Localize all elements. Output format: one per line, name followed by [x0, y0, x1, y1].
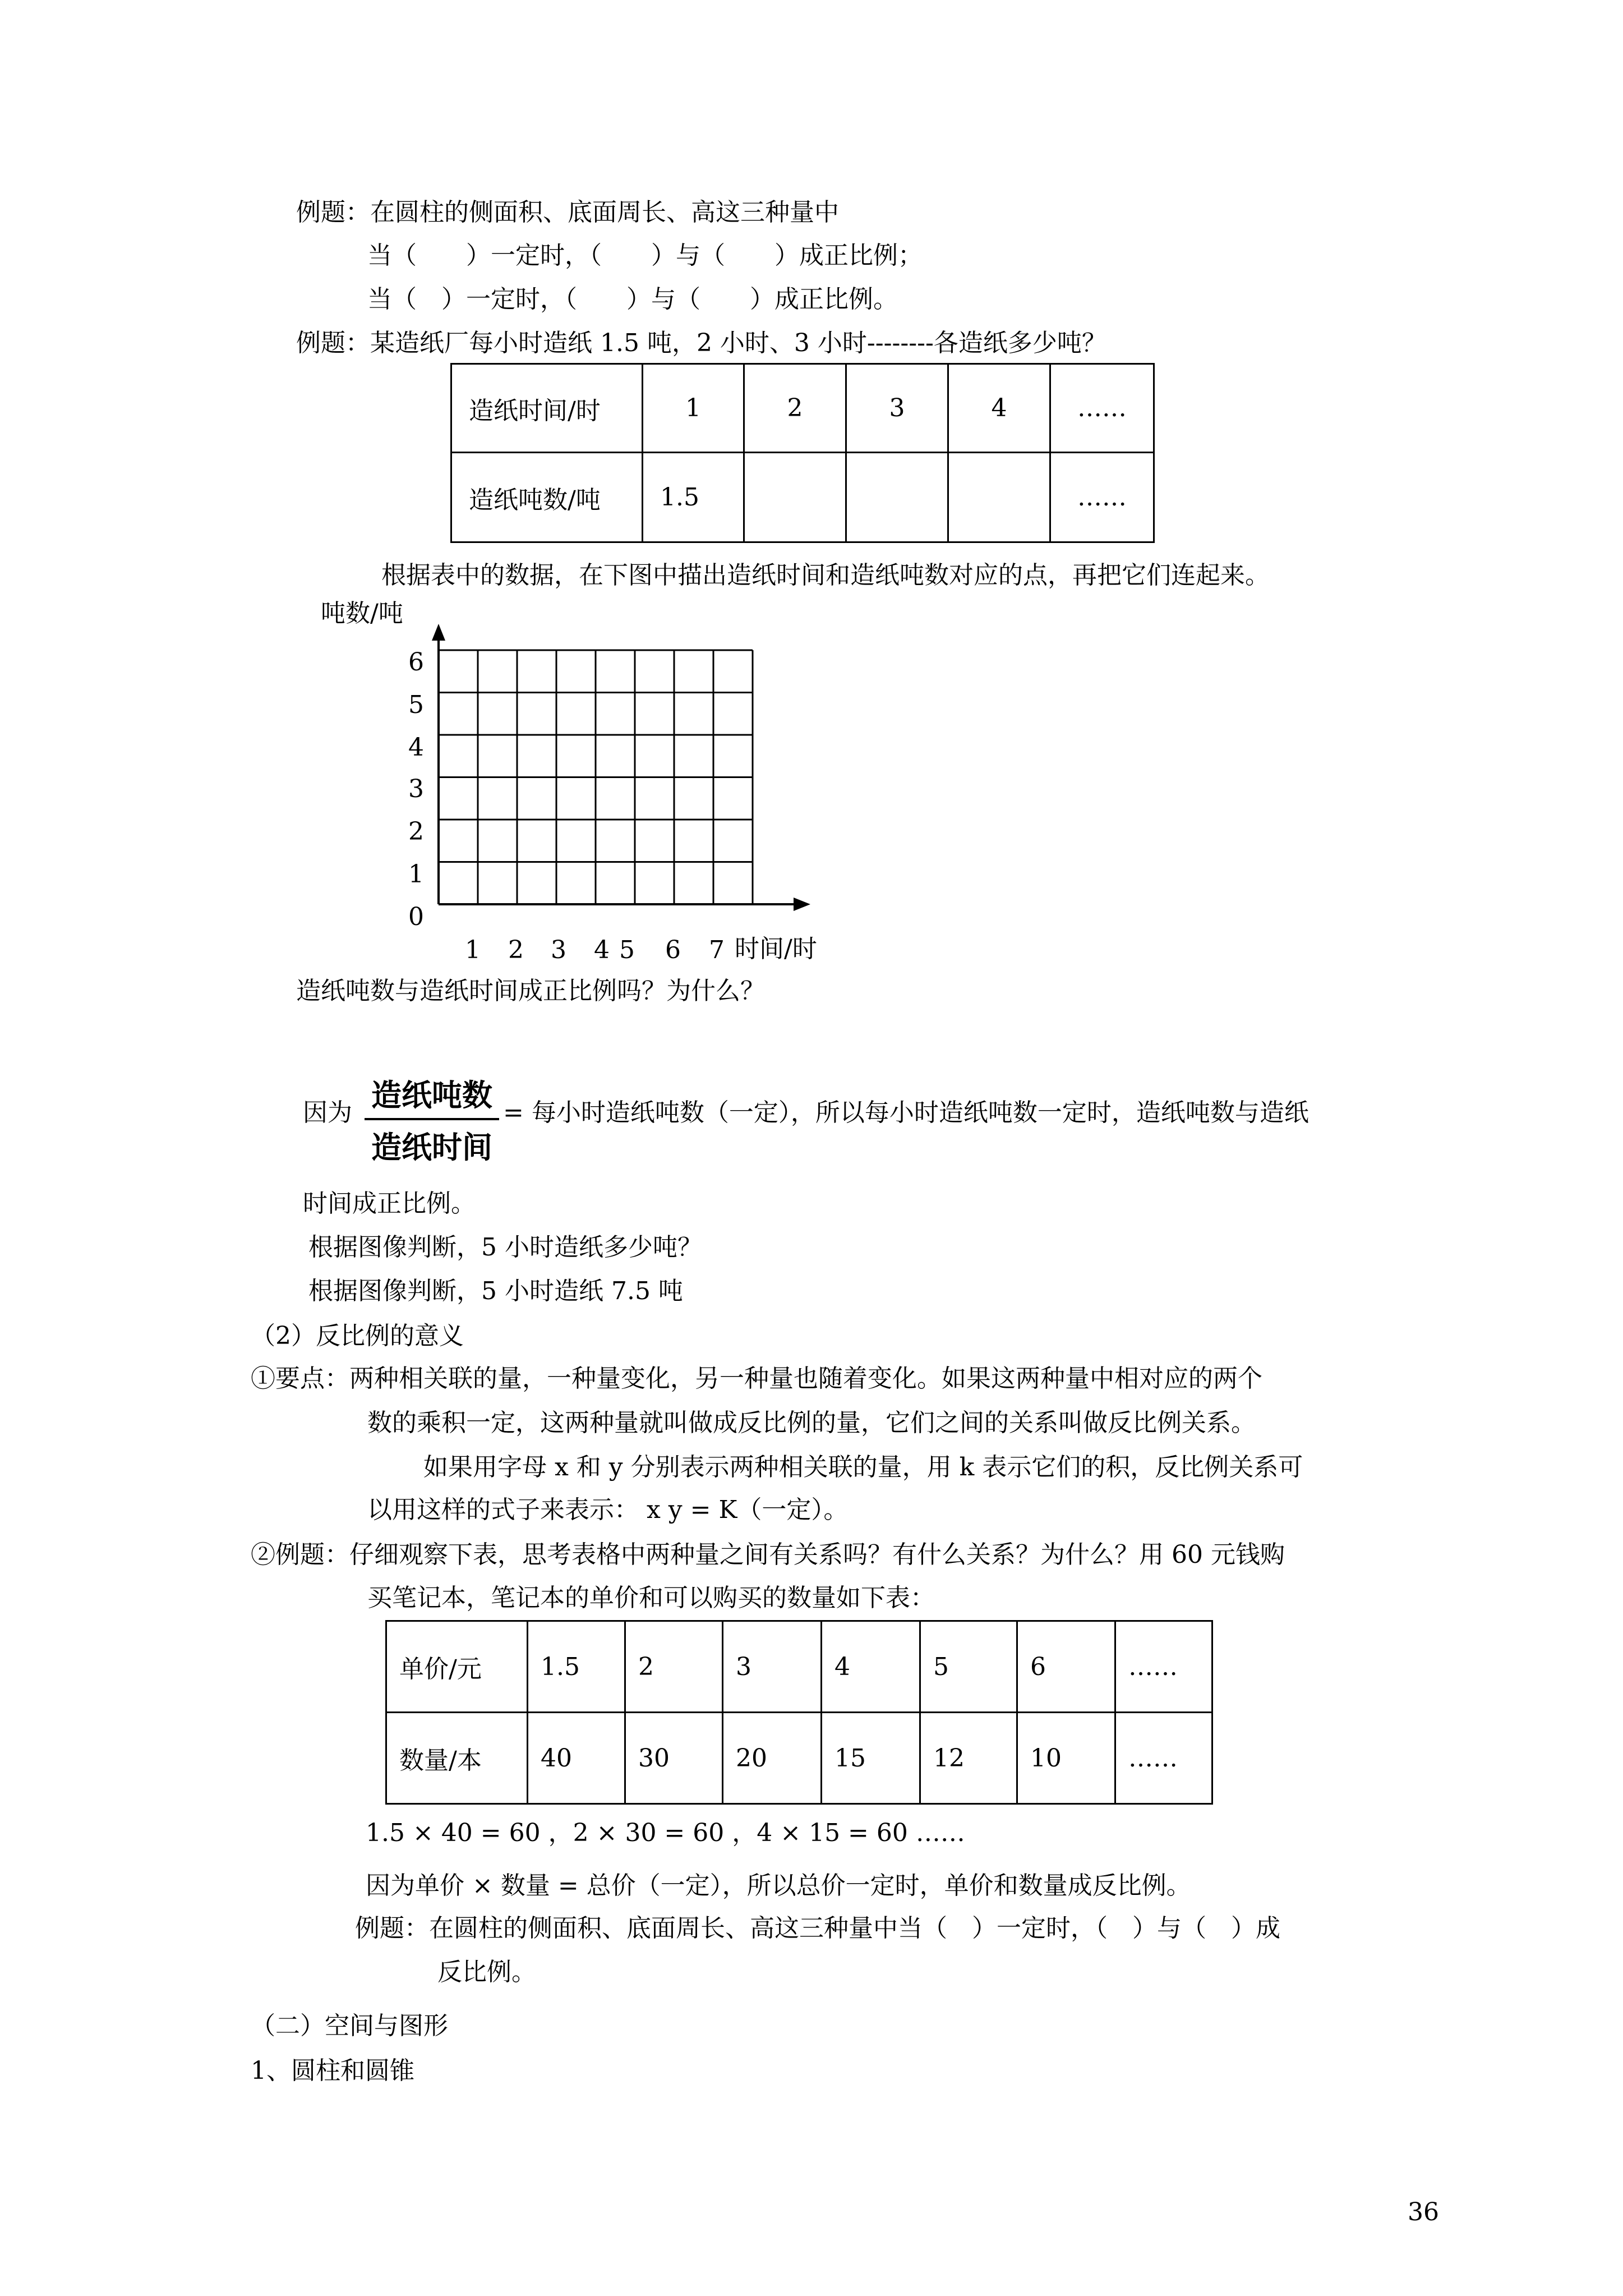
table-cell: …… [1115, 1621, 1212, 1713]
table-row [451, 453, 1154, 542]
instruction-line: 根据表中的数据，在下图中描出造纸时间和造纸吨数对应的点，再把它们连起来。 [381, 561, 1270, 590]
table-row [386, 1621, 1212, 1713]
table-cell: 15 [822, 1713, 920, 1804]
x-tick-label: 3 [551, 936, 566, 964]
x-axis-arrow [794, 898, 810, 911]
example-line-2: 当（ ）一定时，（ ）与（ ）成正比例； [367, 241, 923, 270]
table-cell: 40 [528, 1713, 625, 1804]
y-tick-label: 5 [408, 691, 424, 719]
page-number: 36 [1408, 2198, 1439, 2226]
paper-production-table [450, 363, 1155, 543]
row-header-tons: 造纸吨数/吨 [451, 453, 643, 542]
table-cell [948, 453, 1050, 542]
question-line-1: 造纸吨数与造纸时间成正比例吗？为什么？ [296, 977, 765, 1005]
calculation-line: 1.5 × 40 = 60 ，2 × 30 = 60 ，4 × 15 = 60 …… [366, 1819, 965, 1847]
table-cell: 4 [822, 1621, 920, 1713]
example-3-line-b: 反比例。 [437, 1958, 536, 1986]
point-1-line-b: 数的乘积一定，这两种量就叫做成反比例的量，它们之间的关系叫做反比例关系。 [367, 1409, 1256, 1437]
y-tick-label: 2 [408, 817, 424, 846]
section-heading-inverse: （2）反比例的意义 [251, 1322, 464, 1350]
fraction-denominator: 造纸时间 [371, 1130, 492, 1165]
section-heading-geometry: （二）空间与图形 [251, 2012, 448, 2040]
fraction-numerator: 造纸吨数 [365, 1071, 499, 1120]
example-3-line-a: 例题：在圆柱的侧面积、底面周长、高这三种量中当（ ）一定时，（ ）与（ ）成 [355, 1914, 1280, 1943]
x-tick-label: 6 [665, 936, 681, 964]
example-2-line-b: 买笔记本，笔记本的单价和可以购买的数量如下表： [367, 1584, 935, 1612]
table-cell: 1.5 [528, 1621, 625, 1713]
table-cell: 4 [948, 364, 1050, 453]
example-line-1: 例题：在圆柱的侧面积、底面周长、高这三种量中 [296, 198, 839, 227]
example-2-line-a: ②例题：仔细观察下表，思考表格中两种量之间有关系吗？有什么关系？为什么？用 60 元钱购 [251, 1540, 1285, 1569]
y-tick-label: 3 [408, 775, 424, 803]
table-cell: 5 [920, 1621, 1017, 1713]
question-line-2: 根据图像判断，5 小时造纸多少吨？ [308, 1233, 702, 1262]
y-tick-label: 6 [408, 648, 424, 677]
table-cell: 30 [625, 1713, 723, 1804]
subsection-cylinder-cone: 1、圆柱和圆锥 [251, 2056, 414, 2085]
answer-line-2: 根据图像判断，5 小时造纸 7.5 吨 [308, 1277, 683, 1305]
table-cell: 20 [723, 1713, 822, 1804]
point-1-line-c: 如果用字母 x 和 y 分别表示两种相关联的量，用 k 表示它们的积，反比例关系可 [423, 1453, 1303, 1481]
table-row [451, 364, 1154, 453]
y-axis-arrow [432, 624, 445, 641]
x-tick-label: 2 [508, 936, 524, 964]
table-cell: …… [1050, 453, 1154, 542]
notebook-price-table [385, 1620, 1213, 1805]
table-cell: …… [1115, 1713, 1212, 1804]
example-line-4: 例题：某造纸厂每小时造纸 1.5 吨，2 小时、3 小时--------各造纸多少吨？ [296, 329, 1106, 357]
x-tick-label: 5 [619, 936, 635, 964]
point-1-line-a: ①要点：两种相关联的量，一种量变化，另一种量也随着变化。如果这两种量中相对应的两个 [251, 1364, 1262, 1393]
y-tick-label: 1 [408, 860, 424, 889]
equation-rest: = 每小时造纸吨数（一定），所以每小时造纸吨数一定时，造纸吨数与造纸 [503, 1098, 1309, 1127]
table-cell: 12 [920, 1713, 1017, 1804]
table-cell: 3 [846, 364, 948, 453]
table-cell: 2 [625, 1621, 723, 1713]
table-cell [846, 453, 948, 542]
table-cell: 2 [744, 364, 846, 453]
table-cell: 3 [723, 1621, 822, 1713]
table-row [386, 1713, 1212, 1804]
reason-line: 因为单价 × 数量 = 总价（一定），所以总价一定时，单价和数量成反比例。 [366, 1871, 1191, 1900]
chart-y-axis-label: 吨数/吨 [321, 599, 403, 628]
row-header-time: 造纸时间/时 [451, 364, 643, 453]
example-line-3: 当（ ）一定时，（ ）与（ ）成正比例。 [367, 285, 898, 314]
table-cell: 1.5 [643, 453, 744, 542]
because-label: 因为 [303, 1098, 352, 1127]
point-1-line-d: 以用这样的式子来表示： x y = K（一定）。 [367, 1496, 849, 1524]
table-cell: 6 [1017, 1621, 1115, 1713]
table-cell: …… [1050, 364, 1154, 453]
chart-x-axis-label: 时间/时 [735, 935, 817, 963]
x-tick-label: 4 [594, 936, 610, 964]
fraction [365, 1071, 499, 1167]
row-header-price: 单价/元 [386, 1621, 528, 1713]
y-tick-label: 0 [408, 903, 424, 931]
table-cell: 10 [1017, 1713, 1115, 1804]
x-tick-label: 1 [465, 936, 481, 964]
y-tick-label: 4 [408, 733, 424, 762]
equation-continuation: 时间成正比例。 [303, 1189, 476, 1218]
table-cell [744, 453, 846, 542]
row-header-quantity: 数量/本 [386, 1713, 528, 1804]
table-cell: 1 [643, 364, 744, 453]
x-tick-label: 7 [709, 936, 725, 964]
